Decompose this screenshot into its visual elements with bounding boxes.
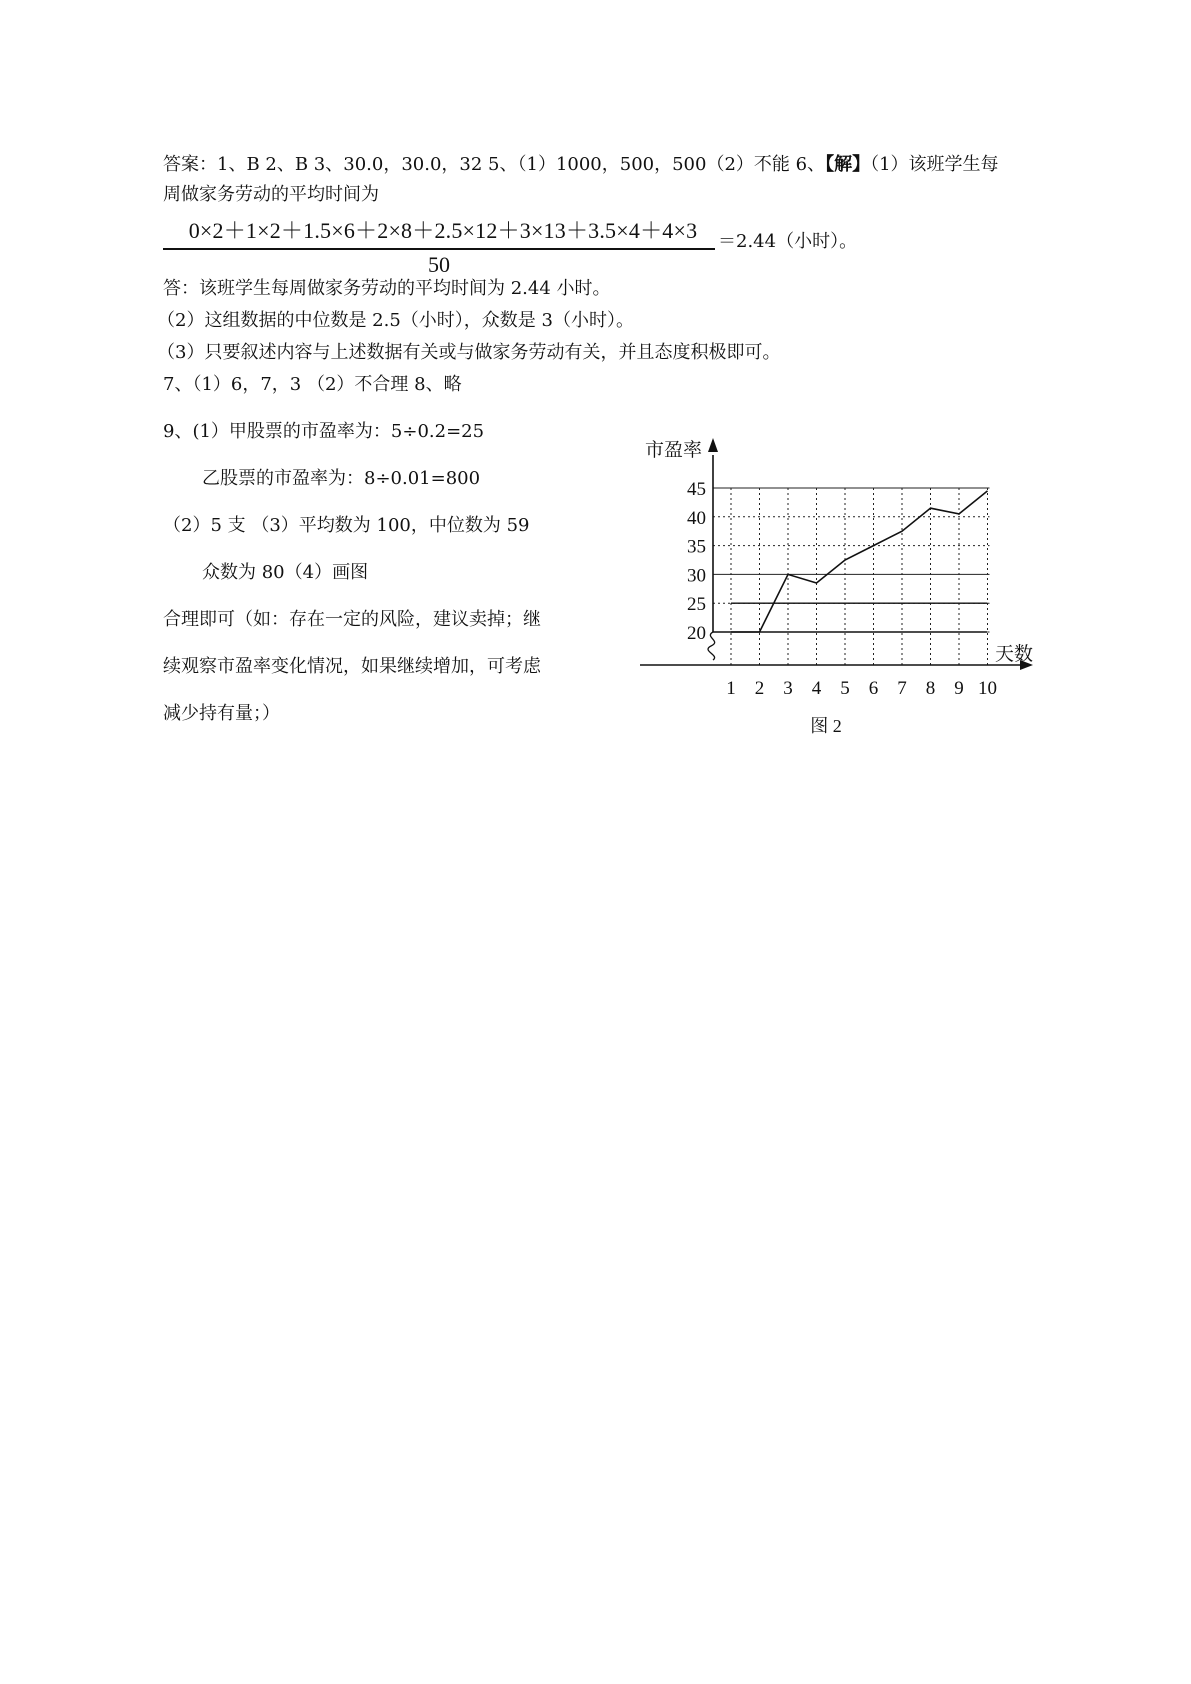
q9-line-7: 减少持有量；） bbox=[163, 703, 280, 724]
fraction-result: ＝2.44（小时）。 bbox=[718, 231, 858, 252]
q9-line-6: 续观察市盈率变化情况，如果继续增加，可考虑 bbox=[163, 656, 541, 677]
figure-caption: 图 2 bbox=[810, 716, 842, 736]
x-axis-title: 天数 bbox=[995, 644, 1034, 665]
axis-break-mark bbox=[708, 632, 715, 660]
y-axis-arrow bbox=[708, 438, 718, 452]
x-tick-label: 5 bbox=[840, 678, 850, 699]
q9-line-1: 9、(1）甲股票的市盈率为：5÷0.2=25 bbox=[163, 421, 485, 442]
chart-labels bbox=[645, 439, 1033, 736]
fraction-numerator: 0×2＋1×2＋1.5×6＋2×8＋2.5×12＋3×13＋3.5×4＋4×3 bbox=[188, 218, 698, 243]
y-tick-label: 35 bbox=[687, 536, 706, 558]
x-tick-label: 1 bbox=[726, 678, 736, 699]
series-line bbox=[731, 491, 988, 632]
y-tick-label: 45 bbox=[687, 479, 706, 500]
answer-line-6: 7、（1）6，7，3 （2）不合理 8、略 bbox=[163, 374, 462, 395]
q9-line-3: （2）5 支 （3）平均数为 100，中位数为 59 bbox=[163, 515, 530, 536]
x-tick-label: 8 bbox=[925, 678, 936, 699]
solution-marker: 【解】 bbox=[825, 154, 871, 175]
answer-line-1-suffix: （1）该班学生每 bbox=[870, 154, 999, 175]
x-tick-label: 2 bbox=[754, 678, 765, 699]
y-tick-label: 40 bbox=[687, 507, 706, 529]
x-tick-label: 9 bbox=[954, 678, 964, 699]
answer-line-5: （3）只要叙述内容与上述数据有关或与做家务劳动有关，并且态度积极即可。 bbox=[157, 342, 781, 363]
q9-line-5: 合理即可（如：存在一定的风险，建议卖掉；继 bbox=[163, 609, 541, 630]
chart-grid bbox=[713, 488, 990, 665]
fraction-denominator: 50 bbox=[428, 252, 450, 277]
y-tick-label: 30 bbox=[687, 565, 706, 587]
chart-series bbox=[713, 491, 988, 632]
x-tick-label: 3 bbox=[783, 678, 793, 699]
x-tick-label: 10 bbox=[978, 678, 997, 699]
y-tick-label: 25 bbox=[687, 594, 706, 616]
x-tick-label: 4 bbox=[811, 678, 822, 699]
y-axis-title: 市盈率 bbox=[645, 440, 703, 461]
y-tick-label: 20 bbox=[687, 623, 706, 644]
answer-line-1-prefix: 答案：1、B 2、B 3、30.0，30.0，32 5、（1）1000，500，500（2）不能 6、 bbox=[163, 154, 826, 175]
answer-line-2: 周做家务劳动的平均时间为 bbox=[163, 184, 379, 205]
x-tick-label: 6 bbox=[868, 678, 879, 699]
answer-line-4: （2）这组数据的中位数是 2.5（小时），众数是 3（小时）。 bbox=[157, 310, 634, 331]
answer-line-3: 答：该班学生每周做家务劳动的平均时间为 2.44 小时。 bbox=[163, 278, 611, 299]
q9-line-2: 乙股票的市盈率为：8÷0.01=800 bbox=[202, 468, 481, 489]
x-tick-label: 7 bbox=[897, 678, 907, 699]
q9-line-4: 众数为 80（4）画图 bbox=[202, 562, 369, 583]
